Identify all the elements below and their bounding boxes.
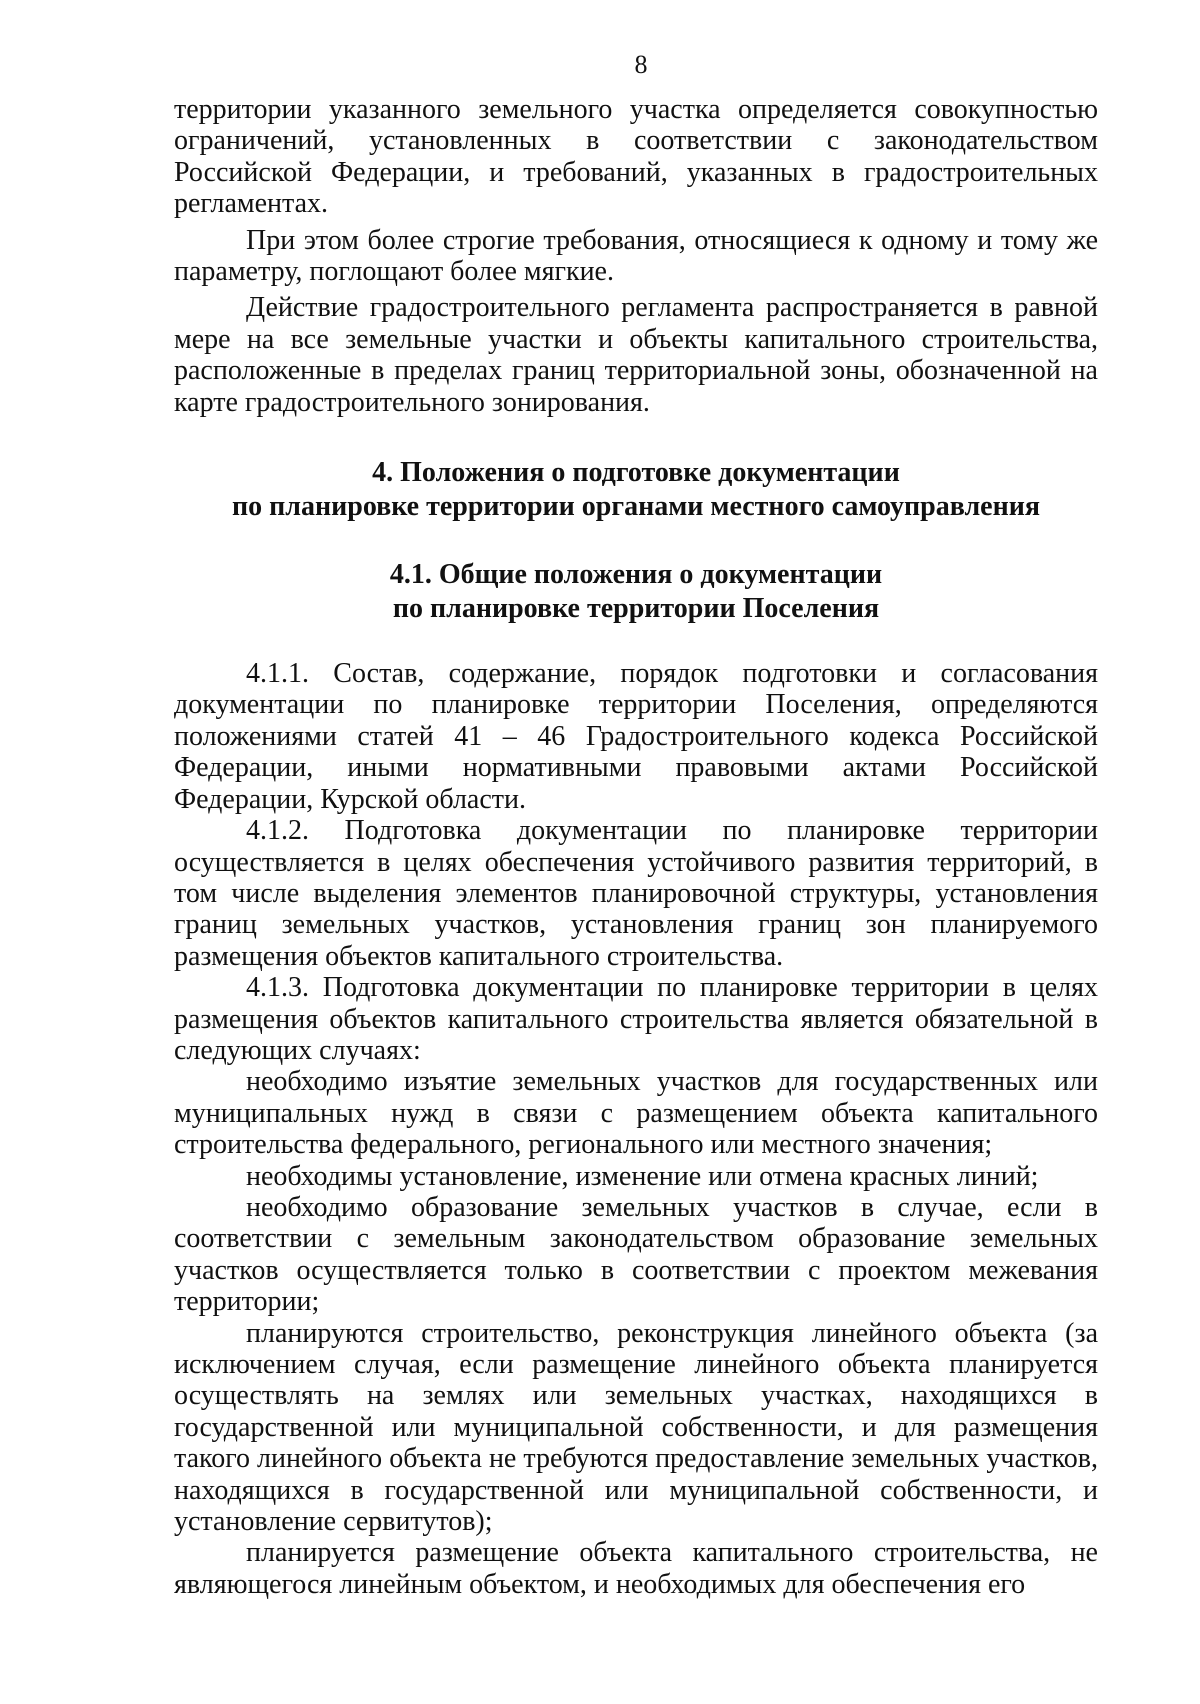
section-heading xyxy=(174,456,1098,524)
intro-paragraph-3: Действие градостроительного регламента распространяется в равной мере на все земельные участки и объекты капитального строительства, расположенные в пределах границ территориальной зоны, обозначенной на карте градостроительного зонирования. xyxy=(174,292,1098,418)
case-item-1: необходимо изъятие земельных участков для государственных или муниципальных нужд в связи с размещением объекта капитального строительства федерального, регионального или местного значения; xyxy=(174,1066,1098,1161)
intro-paragraph-1: территории указанного земельного участка определяется совокупностью ограничений, установленных в соответствии с законодательством Российской Федерации, и требований, указанных в градостроительных регламентах. xyxy=(174,94,1098,220)
page-number: 8 xyxy=(634,50,648,79)
case-item-3: необходимо образование земельных участков в случае, если в соответствии с земельным законодательством образование земельных участков осуществляется только в соответствии с проектом межевания территории; xyxy=(174,1191,1098,1318)
case-item-2: необходимы установление, изменение или отмена красных линий; xyxy=(246,1160,1039,1192)
section-heading-line-1: 4. Положения о подготовке документации xyxy=(372,457,900,489)
subsection-heading xyxy=(174,558,1098,626)
case-item-4: планируются строительство, реконструкция линейного объекта (за исключением случая, если размещение линейного объекта планируется осуществлять на землях или земельных участках, находящихся в государственной или муниципальной собственности, и для размещения такого линейного объекта не требуются предоставление земельных участков, находящихся в государственной или муниципальной собственности, и установление сервитутов); xyxy=(174,1317,1098,1538)
intro-paragraph-2: При этом более строгие требования, относящиеся к одному и тому же параметру, поглощают более мягкие. xyxy=(174,224,1098,288)
clause-4-1-3: 4.1.3. Подготовка документации по планировке территории в целях размещения объектов капитального строительства является обязательной в следующих случаях: xyxy=(174,972,1098,1066)
clause-4-1-2: 4.1.2. Подготовка документации по планировке территории осуществляется в целях обеспечения устойчивого развития территорий, в том числе выделения элементов планировочной структуры, установления границ земельных участков, установления границ зон планируемого размещения объектов капитального строительства. xyxy=(174,815,1098,972)
subsection-heading-line-1: 4.1. Общие положения о документации xyxy=(389,559,883,591)
subsection-heading-line-2: по планировке территории Поселения xyxy=(392,593,880,625)
section-heading-line-2: по планировке территории органами местного самоуправления xyxy=(232,491,1040,523)
case-item-5: планируется размещение объекта капитального строительства, не являющегося линейным объектом, и необходимых для обеспечения его xyxy=(174,1537,1098,1600)
document-page xyxy=(174,48,1098,1600)
clause-4-1-1: 4.1.1. Состав, содержание, порядок подготовки и согласования документации по планировке территории Поселения, определяются положениями статей 41 – 46 Градостроительного кодекса Российской Федерации, иными нормативными правовыми актами Российской Федерации, Курской области. xyxy=(174,658,1098,815)
